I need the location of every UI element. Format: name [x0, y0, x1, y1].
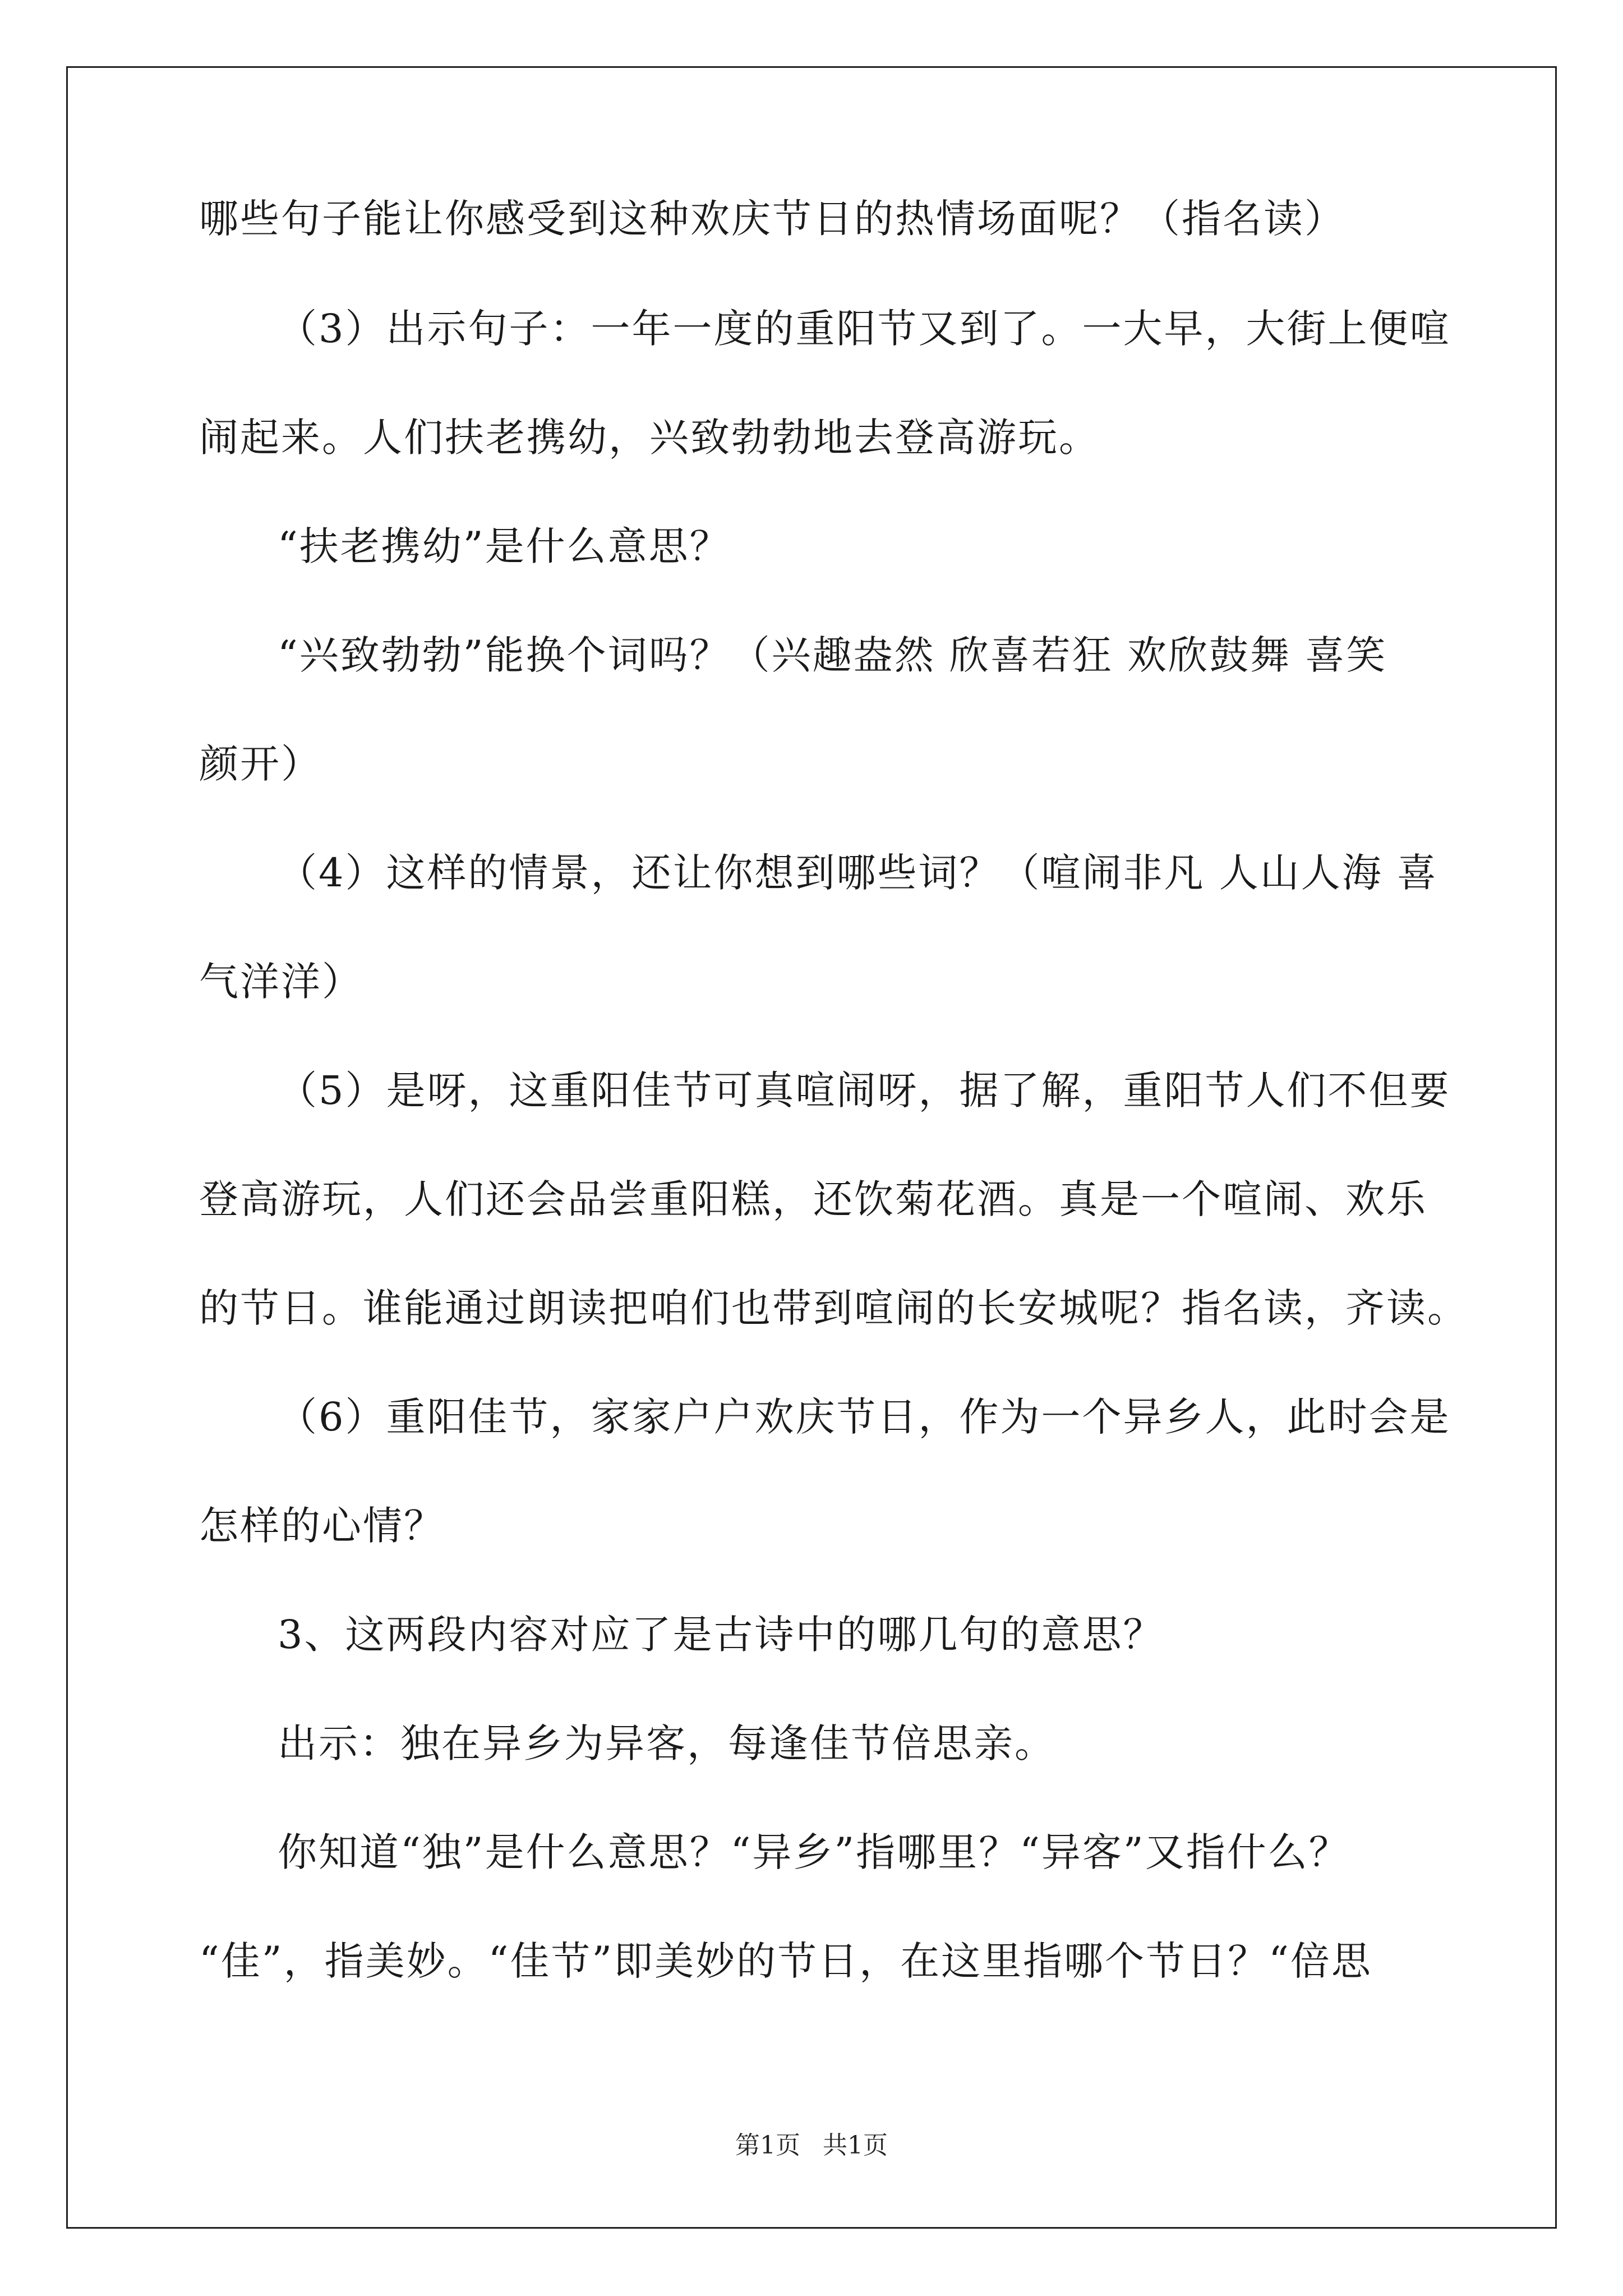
- text-line: 气洋洋）: [199, 959, 363, 1005]
- page-total: 共1页: [823, 2131, 888, 2160]
- text-line: 3、这两段内容对应了是古诗中的哪几句的意思？: [278, 1612, 1164, 1658]
- page-border: [66, 66, 1557, 2229]
- text-line: “扶老携幼”是什么意思？: [278, 523, 731, 569]
- text-line: （5）是呀，这重阳佳节可真喧闹呀，据了解，重阳节人们不但要: [278, 1068, 1451, 1114]
- text-line: （3）出示句子：一年一度的重阳节又到了。一大早，大街上便喧: [278, 306, 1451, 352]
- text-line: “佳”，指美妙。“佳节”即美妙的节日，在这里指哪个节日？“倍思: [199, 1938, 1372, 1984]
- text-line: （4）这样的情景，还让你想到哪些词？（喧闹非凡 人山人海 喜: [278, 850, 1438, 896]
- text-line: 的节日。谁能通过朗读把咱们也带到喧闹的长安城呢？指名读，齐读。: [199, 1285, 1468, 1331]
- text-line: （6）重阳佳节，家家户户欢庆节日，作为一个异乡人，此时会是: [278, 1394, 1451, 1440]
- text-line: “兴致勃勃”能换个词吗？（兴趣盎然 欣喜若狂 欢欣鼓舞 喜笑: [278, 632, 1387, 678]
- page-footer: [0, 2129, 1623, 2162]
- text-line: 出示：独在异乡为异客，每逢佳节倍思亲。: [278, 1720, 1055, 1766]
- text-line: 登高游玩，人们还会品尝重阳糕，还饮菊花酒。真是一个喧闹、欢乐: [199, 1176, 1427, 1222]
- text-line: 你知道“独”是什么意思？“异乡”指哪里？“异客”又指什么？: [278, 1829, 1350, 1875]
- text-line: 颜开）: [199, 741, 322, 787]
- text-line: 哪些句子能让你感受到这种欢庆节日的热情场面呢？（指名读）: [199, 196, 1345, 242]
- text-line: 闹起来。人们扶老携幼，兴致勃勃地去登高游玩。: [199, 415, 1100, 461]
- text-line: 怎样的心情？: [199, 1503, 445, 1549]
- page-number: 第1页: [735, 2131, 800, 2160]
